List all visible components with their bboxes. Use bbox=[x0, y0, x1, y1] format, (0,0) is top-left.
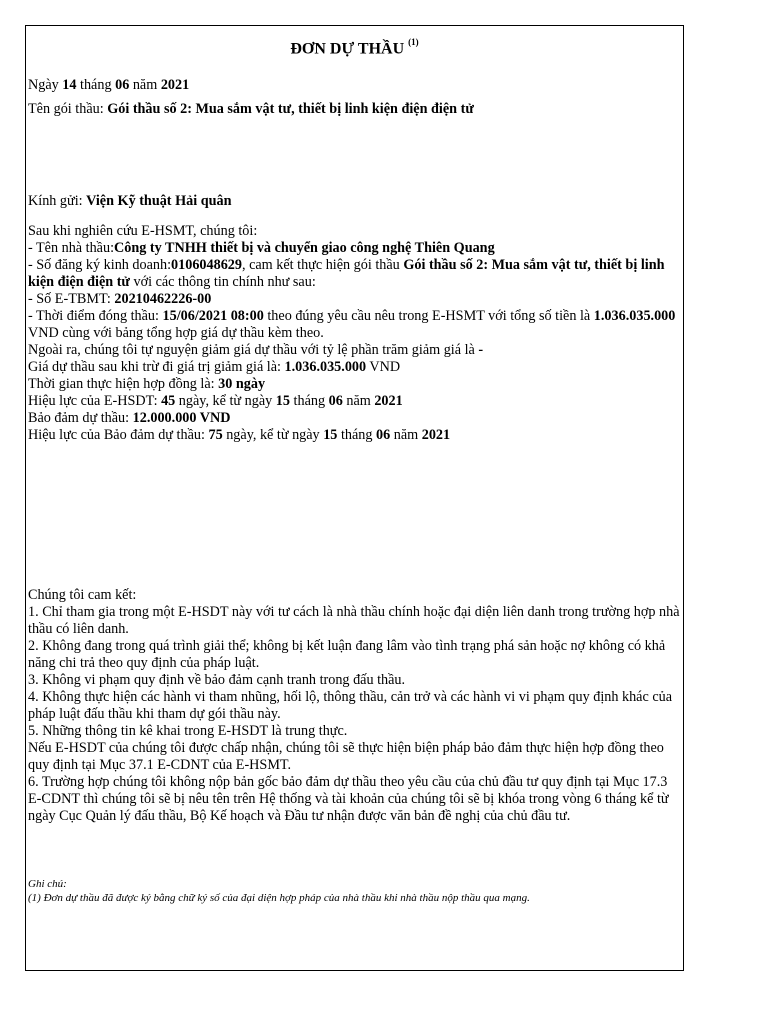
title-footnote-ref: (1) bbox=[408, 37, 419, 47]
commitment-item: 2. Không đang trong quá trình giải thể; không bị kết luận đang lâm vào tình trạng phá sản hoặc nợ không có khả năng chi trả theo quy định của pháp luật. bbox=[28, 638, 666, 671]
commitments-block bbox=[28, 587, 680, 825]
duration-line: Thời gian thực hiện hợp đồng là: 30 ngày bbox=[28, 376, 266, 392]
commitment-item: 1. Chỉ tham gia trong một E-HSDT này với tư cách là nhà thầu chính hoặc đại diện liên danh trong trường hợp nhà thầu có liên danh. bbox=[28, 604, 680, 637]
recipient-line: Kính gửi: Viện Kỹ thuật Hải quân bbox=[28, 193, 232, 209]
validity-line: Hiệu lực của E-HSDT: 45 ngày, kể từ ngày 15 tháng 06 năm 2021 bbox=[28, 393, 403, 409]
document-title: ĐƠN DỰ THẦU $^{(1)}$ bbox=[290, 37, 419, 58]
document-page bbox=[25, 25, 684, 971]
commitment-item: 6. Trường hợp chúng tôi không nộp bản gốc bảo đảm dự thầu theo yêu cầu của chủ đầu tư quy định tại Mục 17.3 E-CDNT thì chúng tôi sẽ bị nêu tên trên Hệ thống và tài khoản của chúng tôi sẽ bị khóa trong vòng 6 tháng kể từ ngày Cục Quản lý đấu thầu, Bộ Kế hoạch và Đầu tư nhận được văn bản đề nghị của chủ đầu tư. bbox=[28, 774, 669, 824]
bid-info-block bbox=[28, 223, 680, 444]
commitment-item: 4. Không thực hiện các hành vi tham nhũng, hối lộ, thông thầu, cản trở và các hành vi vi phạm quy định khác của pháp luật đấu thầu khi tham dự gói thầu này. bbox=[28, 689, 673, 722]
guarantee-line: Bảo đảm dự thầu: 12.000.000 VND bbox=[28, 410, 231, 426]
commitments-heading: Chúng tôi cam kết: bbox=[28, 587, 137, 603]
contractor-line: - Tên nhà thầu:Công ty TNHH thiết bị và chuyển giao công nghệ Thiên Quang bbox=[28, 240, 495, 256]
date-line: Ngày 14 tháng 06 năm 2021 bbox=[28, 77, 190, 93]
tbmt-line: - Số E-TBMT: 20210462226-00 bbox=[28, 291, 212, 307]
intro-text: Sau khi nghiên cứu E-HSMT, chúng tôi: bbox=[28, 223, 258, 239]
commitment-item: Nếu E-HSDT của chúng tôi được chấp nhận, chúng tôi sẽ thực hiện biện pháp bảo đảm thực hiện hợp đồng theo quy định tại Mục 37.1 E-CDNT của E-HSMT. bbox=[28, 740, 664, 773]
price-after-line: Giá dự thầu sau khi trừ đi giá trị giảm giá là: 1.036.035.000 VND bbox=[28, 359, 401, 375]
note-text: (1) Đơn dự thầu đã được ký bằng chữ ký số của đại diện hợp pháp của nhà thầu khi nhà thầu nộp thầu qua mạng. bbox=[28, 892, 530, 904]
commitment-item: 3. Không vi phạm quy định về bảo đảm cạnh tranh trong đấu thầu. bbox=[28, 672, 406, 688]
discount-line: Ngoài ra, chúng tôi tự nguyện giảm giá dự thầu với tỷ lệ phần trăm giảm giá là - bbox=[28, 342, 484, 358]
note-heading: Ghi chú: bbox=[28, 878, 67, 890]
registration-line: - Số đăng ký kinh doanh:0106048629, cam kết thực hiện gói thầu Gói thầu số 2: Mua sắm vật tư, thiết bị linh kiện điện điện tử với các thông tin chính như sau: bbox=[28, 257, 665, 290]
commitment-item: 5. Những thông tin kê khai trong E-HSDT là trung thực. bbox=[28, 723, 348, 739]
closing-line: - Thời điểm đóng thầu: 15/06/2021 08:00 theo đúng yêu cầu nêu trong E-HSMT với tổng số tiền là 1.036.035.000 VND cùng với bảng tổng hợp giá dự thầu kèm theo. bbox=[28, 308, 676, 341]
package-name-line: Tên gói thầu: Gói thầu số 2: Mua sắm vật tư, thiết bị linh kiện điện điện tử bbox=[28, 101, 474, 117]
guarantee-validity-line: Hiệu lực của Bảo đảm dự thầu: 75 ngày, kể từ ngày 15 tháng 06 năm 2021 bbox=[28, 427, 451, 443]
